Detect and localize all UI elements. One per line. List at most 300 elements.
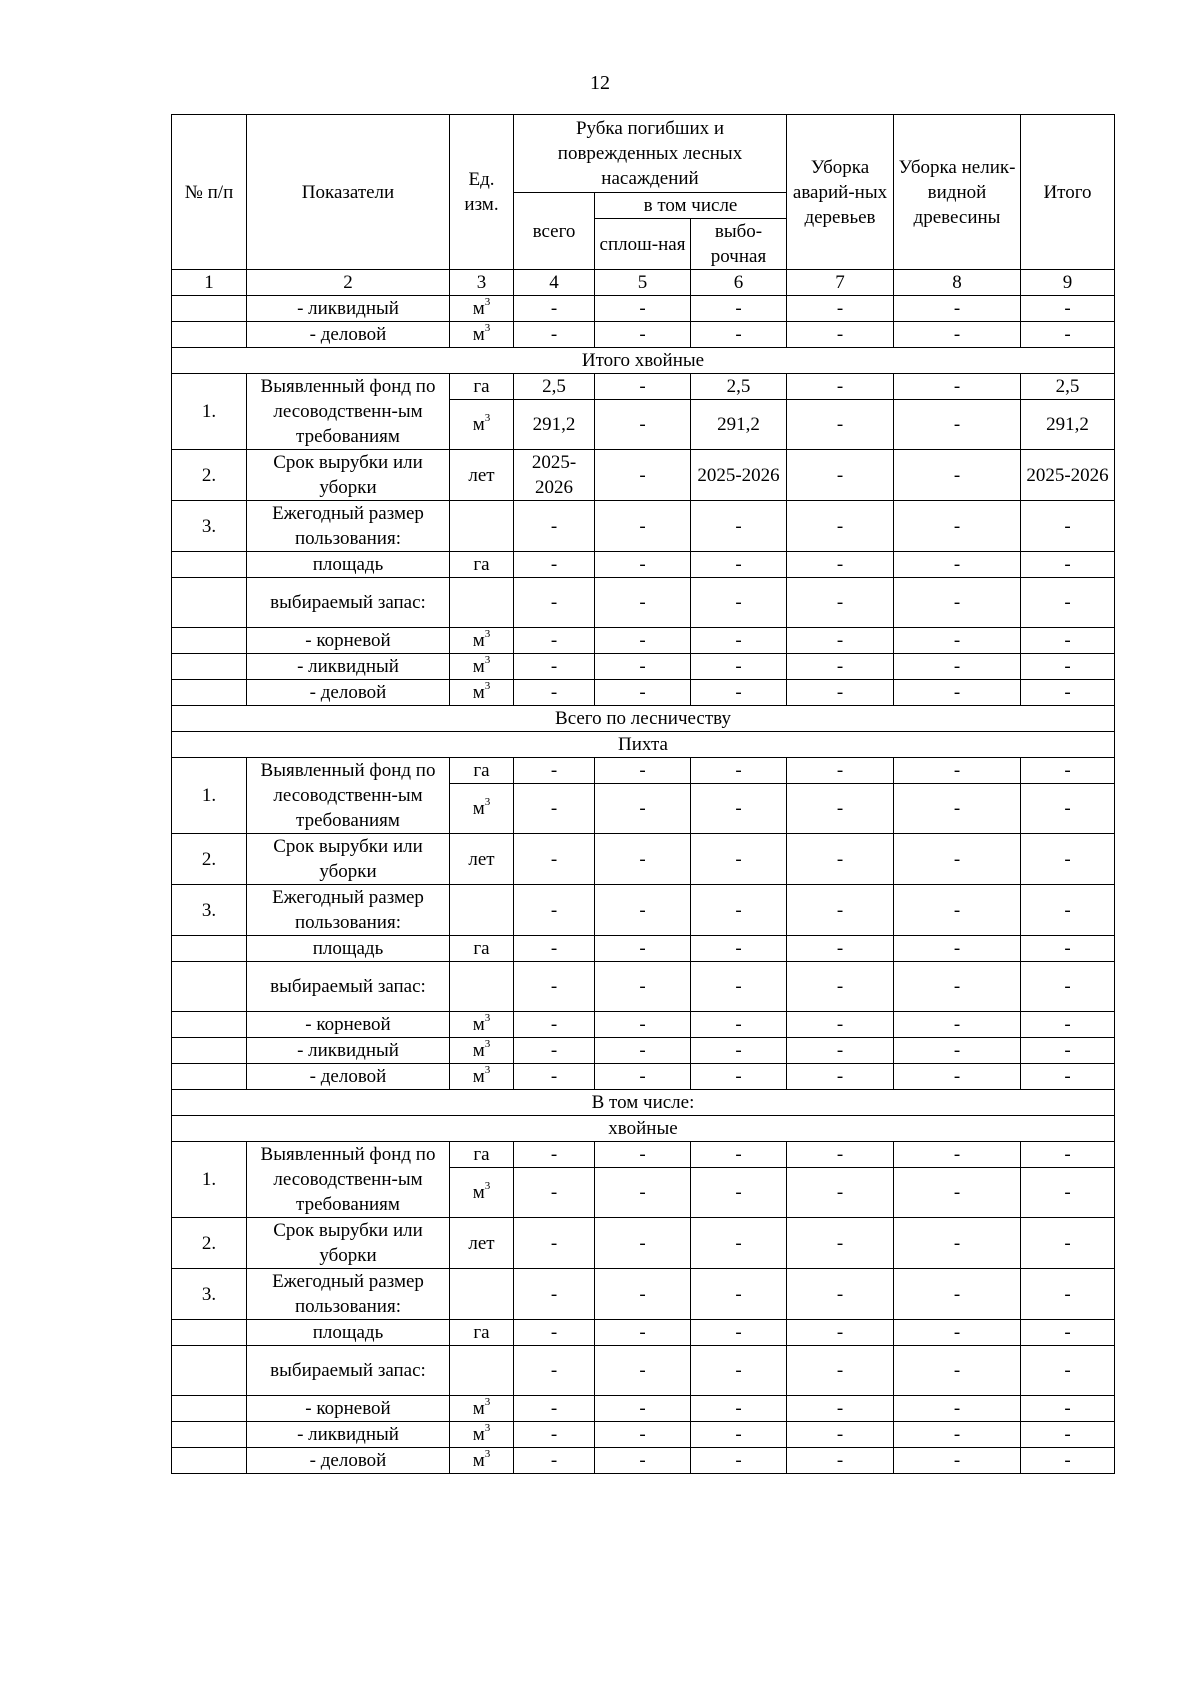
value-cell: - xyxy=(514,885,595,936)
unit-text: лет xyxy=(468,1232,495,1254)
unit-exponent: 3 xyxy=(484,1063,491,1076)
unit-cell xyxy=(450,628,514,654)
unit-cell xyxy=(450,1320,514,1346)
unit-text: м xyxy=(472,682,485,703)
value-cell: - xyxy=(691,1346,787,1396)
row-number: 3. xyxy=(172,501,247,552)
value-cell: - xyxy=(691,758,787,784)
value-cell: - xyxy=(894,628,1021,654)
unit-cell xyxy=(450,1346,514,1396)
unit-exponent: 3 xyxy=(484,1421,491,1434)
value-cell: - xyxy=(595,552,691,578)
value-cell: - xyxy=(595,296,691,322)
value-cell: - xyxy=(787,1064,894,1090)
value-cell: - xyxy=(595,680,691,706)
col-number: 4 xyxy=(514,270,595,296)
row-number xyxy=(172,680,247,706)
unit-cell xyxy=(450,1422,514,1448)
header-including: в том числе xyxy=(595,193,787,219)
unit-text: м xyxy=(472,1014,485,1035)
value-cell: - xyxy=(514,1038,595,1064)
section-title: хвойные xyxy=(172,1116,1115,1142)
table-header xyxy=(172,115,1115,296)
unit-exponent: 3 xyxy=(484,321,491,334)
value-cell: - xyxy=(787,1320,894,1346)
unit-text: м xyxy=(472,1398,485,1419)
value-cell: - xyxy=(1021,501,1115,552)
row-label: Ежегодный размер пользования: xyxy=(247,1269,450,1320)
value-cell: - xyxy=(514,1142,595,1168)
section-title-row xyxy=(172,1116,1115,1142)
unit-cell xyxy=(450,784,514,834)
value-cell: - xyxy=(894,834,1021,885)
value-cell: - xyxy=(894,552,1021,578)
value-cell: - xyxy=(691,578,787,628)
row-number: 1. xyxy=(172,374,247,450)
value-cell: - xyxy=(894,1422,1021,1448)
unit-cell xyxy=(450,680,514,706)
row-number xyxy=(172,1346,247,1396)
row-label: Ежегодный размер пользования: xyxy=(247,501,450,552)
unit-text: м xyxy=(472,1424,485,1445)
value-cell: - xyxy=(691,1038,787,1064)
value-cell: - xyxy=(691,1218,787,1269)
unit-text: га xyxy=(473,1144,490,1165)
value-cell: - xyxy=(514,322,595,348)
value-cell: - xyxy=(691,654,787,680)
row-number: 2. xyxy=(172,834,247,885)
value-cell: - xyxy=(787,1448,894,1474)
header-num: № п/п xyxy=(172,115,247,270)
value-cell: - xyxy=(691,628,787,654)
unit-cell xyxy=(450,296,514,322)
unit-exponent: 3 xyxy=(484,295,491,308)
row-label: - деловой xyxy=(247,1064,450,1090)
value-cell: 291,2 xyxy=(691,400,787,450)
value-cell: - xyxy=(894,1142,1021,1168)
section-title-row xyxy=(172,348,1115,374)
col-number: 1 xyxy=(172,270,247,296)
value-cell: - xyxy=(514,654,595,680)
table-row xyxy=(172,501,1115,552)
row-number: 3. xyxy=(172,885,247,936)
value-cell: - xyxy=(894,936,1021,962)
header-nonmerch: Уборка нелик-видной древесины xyxy=(894,115,1021,270)
page-number: 12 xyxy=(590,72,610,94)
unit-text: м xyxy=(472,324,485,345)
value-cell: - xyxy=(894,1064,1021,1090)
unit-text: м xyxy=(472,1040,485,1061)
unit-text: га xyxy=(473,554,490,575)
unit-cell xyxy=(450,962,514,1012)
forestry-table xyxy=(171,114,1115,1474)
row-label: Срок вырубки или уборки xyxy=(247,450,450,501)
unit-text: м xyxy=(472,414,485,435)
row-number xyxy=(172,1396,247,1422)
value-cell: - xyxy=(1021,654,1115,680)
value-cell: - xyxy=(514,1012,595,1038)
row-label: - корневой xyxy=(247,628,450,654)
section-title-row xyxy=(172,732,1115,758)
value-cell: - xyxy=(595,784,691,834)
value-cell: - xyxy=(514,1346,595,1396)
value-cell: - xyxy=(514,1064,595,1090)
row-label: Выявленный фонд по лесоводственн-ым требованиям xyxy=(247,1142,450,1218)
value-cell: - xyxy=(787,885,894,936)
table-row xyxy=(172,322,1115,348)
section-title: Пихта xyxy=(172,732,1115,758)
table-row xyxy=(172,885,1115,936)
unit-exponent: 3 xyxy=(484,627,491,640)
unit-text: лет xyxy=(468,848,495,870)
value-cell: - xyxy=(894,1038,1021,1064)
row-label: - корневой xyxy=(247,1396,450,1422)
value-cell: - xyxy=(514,1396,595,1422)
table-row xyxy=(172,1142,1115,1168)
value-cell: - xyxy=(691,1320,787,1346)
value-cell: - xyxy=(1021,1396,1115,1422)
unit-exponent: 3 xyxy=(484,679,491,692)
value-cell: - xyxy=(787,501,894,552)
value-cell: - xyxy=(894,1168,1021,1218)
unit-exponent: 3 xyxy=(484,411,491,424)
unit-cell xyxy=(450,374,514,400)
row-label: - деловой xyxy=(247,322,450,348)
value-cell: 2025-2026 xyxy=(691,450,787,501)
value-cell: - xyxy=(1021,296,1115,322)
value-cell: - xyxy=(595,578,691,628)
value-cell: - xyxy=(514,628,595,654)
table-row xyxy=(172,628,1115,654)
value-cell: - xyxy=(595,1269,691,1320)
unit-cell xyxy=(450,1448,514,1474)
value-cell: 2025-2026 xyxy=(514,450,595,501)
value-cell: - xyxy=(1021,552,1115,578)
row-label: площадь xyxy=(247,1320,450,1346)
value-cell: - xyxy=(894,962,1021,1012)
section-title: Итого хвойные xyxy=(172,348,1115,374)
unit-cell xyxy=(450,1218,514,1269)
row-number xyxy=(172,552,247,578)
col-number: 5 xyxy=(595,270,691,296)
unit-text: м xyxy=(472,298,485,319)
section-title: В том числе: xyxy=(172,1090,1115,1116)
value-cell: 2,5 xyxy=(1021,374,1115,400)
header-clear: сплош-ная xyxy=(595,219,691,270)
value-cell: - xyxy=(691,296,787,322)
value-cell: - xyxy=(595,501,691,552)
value-cell: - xyxy=(1021,885,1115,936)
value-cell: - xyxy=(1021,578,1115,628)
unit-cell xyxy=(450,501,514,552)
value-cell: - xyxy=(894,1269,1021,1320)
value-cell: - xyxy=(787,1218,894,1269)
value-cell: - xyxy=(595,1448,691,1474)
value-cell: - xyxy=(595,1422,691,1448)
value-cell: - xyxy=(514,1168,595,1218)
value-cell: - xyxy=(787,1396,894,1422)
row-number xyxy=(172,1320,247,1346)
value-cell: - xyxy=(787,834,894,885)
value-cell: - xyxy=(894,501,1021,552)
value-cell: - xyxy=(1021,680,1115,706)
row-number: 3. xyxy=(172,1269,247,1320)
col-number: 8 xyxy=(894,270,1021,296)
value-cell: - xyxy=(595,1142,691,1168)
value-cell: - xyxy=(691,552,787,578)
value-cell: - xyxy=(894,1448,1021,1474)
value-cell: - xyxy=(1021,784,1115,834)
unit-exponent: 3 xyxy=(484,1395,491,1408)
row-number xyxy=(172,1038,247,1064)
value-cell: - xyxy=(514,1320,595,1346)
value-cell: - xyxy=(894,296,1021,322)
value-cell: - xyxy=(787,1346,894,1396)
value-cell: - xyxy=(894,374,1021,400)
header-indicators: Показатели xyxy=(247,115,450,270)
value-cell: - xyxy=(894,654,1021,680)
unit-cell xyxy=(450,1064,514,1090)
row-label: - ликвидный xyxy=(247,1038,450,1064)
unit-text: лет xyxy=(468,464,495,486)
value-cell: - xyxy=(894,400,1021,450)
value-cell: - xyxy=(595,758,691,784)
value-cell: - xyxy=(787,936,894,962)
row-number: 2. xyxy=(172,450,247,501)
unit-exponent: 3 xyxy=(484,653,491,666)
value-cell: - xyxy=(787,374,894,400)
table-row xyxy=(172,1396,1115,1422)
unit-cell xyxy=(450,322,514,348)
value-cell: - xyxy=(595,1396,691,1422)
unit-cell xyxy=(450,1038,514,1064)
value-cell: - xyxy=(595,1168,691,1218)
row-number xyxy=(172,628,247,654)
row-number xyxy=(172,654,247,680)
value-cell: - xyxy=(787,296,894,322)
row-label: Ежегодный размер пользования: xyxy=(247,885,450,936)
value-cell: - xyxy=(787,578,894,628)
value-cell: - xyxy=(691,784,787,834)
value-cell: - xyxy=(595,450,691,501)
row-number xyxy=(172,936,247,962)
value-cell: 2,5 xyxy=(514,374,595,400)
value-cell: - xyxy=(514,552,595,578)
value-cell: - xyxy=(894,1012,1021,1038)
unit-cell xyxy=(450,450,514,501)
row-label: - деловой xyxy=(247,1448,450,1474)
value-cell: - xyxy=(595,1012,691,1038)
table-row xyxy=(172,680,1115,706)
value-cell: - xyxy=(691,834,787,885)
value-cell: - xyxy=(1021,936,1115,962)
value-cell: - xyxy=(514,834,595,885)
row-number xyxy=(172,1448,247,1474)
value-cell: - xyxy=(787,552,894,578)
table-row xyxy=(172,654,1115,680)
value-cell: - xyxy=(1021,1320,1115,1346)
unit-text: м xyxy=(472,656,485,677)
table-row xyxy=(172,936,1115,962)
value-cell: - xyxy=(691,1168,787,1218)
value-cell: - xyxy=(894,1218,1021,1269)
value-cell: - xyxy=(894,578,1021,628)
value-cell: - xyxy=(787,400,894,450)
unit-text: м xyxy=(472,798,485,819)
value-cell: - xyxy=(595,1038,691,1064)
unit-cell xyxy=(450,1012,514,1038)
table-row xyxy=(172,578,1115,628)
row-number: 1. xyxy=(172,758,247,834)
value-cell: - xyxy=(894,1346,1021,1396)
value-cell: - xyxy=(691,501,787,552)
row-number: 1. xyxy=(172,1142,247,1218)
row-label: - корневой xyxy=(247,1012,450,1038)
unit-cell xyxy=(450,758,514,784)
value-cell: - xyxy=(894,450,1021,501)
value-cell: - xyxy=(894,680,1021,706)
value-cell: - xyxy=(514,936,595,962)
unit-cell xyxy=(450,1142,514,1168)
value-cell: - xyxy=(595,885,691,936)
unit-cell xyxy=(450,936,514,962)
value-cell: - xyxy=(691,1012,787,1038)
col-number: 6 xyxy=(691,270,787,296)
value-cell: 291,2 xyxy=(514,400,595,450)
value-cell: - xyxy=(691,1142,787,1168)
value-cell: - xyxy=(691,1269,787,1320)
value-cell: - xyxy=(595,962,691,1012)
table-row xyxy=(172,552,1115,578)
unit-text: га xyxy=(473,760,490,781)
value-cell: - xyxy=(595,936,691,962)
row-number: 2. xyxy=(172,1218,247,1269)
value-cell: - xyxy=(787,1269,894,1320)
unit-cell xyxy=(450,654,514,680)
unit-exponent: 3 xyxy=(484,795,491,808)
table-row xyxy=(172,1422,1115,1448)
table-row xyxy=(172,1448,1115,1474)
col-number: 9 xyxy=(1021,270,1115,296)
unit-text: га xyxy=(473,376,490,397)
unit-exponent: 3 xyxy=(484,1447,491,1460)
unit-exponent: 3 xyxy=(484,1011,491,1024)
value-cell: - xyxy=(691,1448,787,1474)
value-cell: - xyxy=(595,1218,691,1269)
value-cell: - xyxy=(1021,1012,1115,1038)
row-label: - ликвидный xyxy=(247,654,450,680)
value-cell: - xyxy=(1021,962,1115,1012)
table-row xyxy=(172,1218,1115,1269)
value-cell: - xyxy=(787,1142,894,1168)
table-row xyxy=(172,450,1115,501)
row-label: площадь xyxy=(247,552,450,578)
row-label: Выявленный фонд по лесоводственн-ым требованиям xyxy=(247,758,450,834)
value-cell: - xyxy=(787,784,894,834)
unit-exponent: 3 xyxy=(484,1037,491,1050)
unit-cell xyxy=(450,1396,514,1422)
table-row xyxy=(172,374,1115,400)
value-cell: - xyxy=(894,1396,1021,1422)
header-felling: Рубка погибших и поврежденных лесных насаждений xyxy=(514,115,787,193)
table-row xyxy=(172,1346,1115,1396)
row-number xyxy=(172,296,247,322)
value-cell: - xyxy=(1021,1142,1115,1168)
header-emergency: Уборка аварий-ных деревьев xyxy=(787,115,894,270)
unit-text: м xyxy=(472,630,485,651)
value-cell: - xyxy=(514,680,595,706)
value-cell: - xyxy=(595,834,691,885)
value-cell: - xyxy=(514,1448,595,1474)
row-number xyxy=(172,962,247,1012)
value-cell: - xyxy=(595,1320,691,1346)
value-cell: - xyxy=(514,296,595,322)
row-number xyxy=(172,1064,247,1090)
row-number xyxy=(172,322,247,348)
value-cell: - xyxy=(595,374,691,400)
row-label: выбираемый запас: xyxy=(247,1346,450,1396)
table-row xyxy=(172,834,1115,885)
table-row xyxy=(172,1038,1115,1064)
unit-cell xyxy=(450,1168,514,1218)
value-cell: - xyxy=(514,1218,595,1269)
value-cell: - xyxy=(787,962,894,1012)
value-cell: - xyxy=(894,885,1021,936)
value-cell: 2,5 xyxy=(691,374,787,400)
value-cell: - xyxy=(691,962,787,1012)
value-cell: - xyxy=(691,322,787,348)
row-number xyxy=(172,1422,247,1448)
section-title-row xyxy=(172,706,1115,732)
value-cell: - xyxy=(595,400,691,450)
value-cell: - xyxy=(514,578,595,628)
unit-cell xyxy=(450,885,514,936)
table-body xyxy=(172,296,1115,1474)
table-row xyxy=(172,758,1115,784)
value-cell: - xyxy=(595,628,691,654)
value-cell: - xyxy=(514,1269,595,1320)
row-label: Срок вырубки или уборки xyxy=(247,834,450,885)
value-cell: - xyxy=(691,936,787,962)
col-number: 3 xyxy=(450,270,514,296)
value-cell: - xyxy=(691,680,787,706)
row-label: - ликвидный xyxy=(247,296,450,322)
table-row xyxy=(172,962,1115,1012)
column-numbers-row xyxy=(172,270,1115,296)
value-cell: - xyxy=(1021,1168,1115,1218)
value-cell: - xyxy=(1021,1422,1115,1448)
section-title-row xyxy=(172,1090,1115,1116)
value-cell: - xyxy=(1021,1218,1115,1269)
unit-cell xyxy=(450,834,514,885)
row-label: - деловой xyxy=(247,680,450,706)
table-row xyxy=(172,1064,1115,1090)
value-cell: - xyxy=(787,450,894,501)
value-cell: - xyxy=(787,680,894,706)
value-cell: - xyxy=(595,1346,691,1396)
row-label: выбираемый запас: xyxy=(247,962,450,1012)
value-cell: - xyxy=(1021,322,1115,348)
value-cell: - xyxy=(1021,758,1115,784)
value-cell: - xyxy=(787,758,894,784)
value-cell: - xyxy=(691,1422,787,1448)
unit-cell xyxy=(450,578,514,628)
row-label: выбираемый запас: xyxy=(247,578,450,628)
value-cell: - xyxy=(691,1396,787,1422)
unit-exponent: 3 xyxy=(484,1179,491,1192)
section-title: Всего по лесничеству xyxy=(172,706,1115,732)
value-cell: - xyxy=(787,322,894,348)
